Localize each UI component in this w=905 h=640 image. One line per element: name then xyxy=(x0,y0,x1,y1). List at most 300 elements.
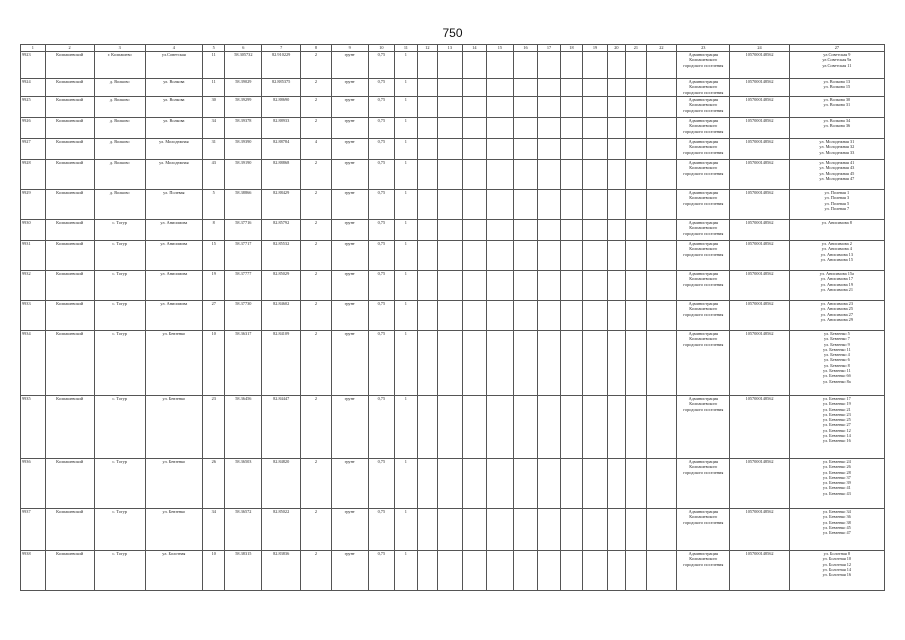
addresses-line: ул. Бевзенко 47 xyxy=(822,530,851,536)
cell-empty xyxy=(417,79,437,97)
cell-empty xyxy=(462,396,487,459)
cell-lon: 82.84447 xyxy=(262,396,301,459)
cell-empty xyxy=(487,118,514,139)
cell-empty xyxy=(538,301,560,331)
cell-lon: 82.85022 xyxy=(262,509,301,551)
owner-line: Администрация xyxy=(688,190,718,195)
cell-locality: с. Тогур xyxy=(94,459,145,509)
addresses-line: ул. Бевзенко 43 xyxy=(822,490,851,496)
owner-line: Администрация xyxy=(688,220,718,225)
cell-empty xyxy=(607,220,625,241)
owner-line: городского поселения xyxy=(683,341,724,347)
cell-house: 23 xyxy=(202,396,224,459)
cell-owner xyxy=(677,52,730,79)
cell-addresses xyxy=(789,331,884,396)
cell-lat: 58.36317 xyxy=(225,331,262,396)
cell-surface: грунт xyxy=(331,396,368,459)
owner-line: Колпашевского xyxy=(689,144,718,150)
cell-empty xyxy=(417,220,437,241)
cell-empty xyxy=(560,79,582,97)
cell-empty xyxy=(646,459,677,509)
cell-street: ул. Болотная xyxy=(145,551,202,591)
cell-street: ул.Советская xyxy=(145,52,202,79)
cell-street: ул. Анисимова xyxy=(145,241,202,271)
cell-lon: 82.83836 xyxy=(262,551,301,591)
cell-empty xyxy=(626,139,646,160)
cell-street: ул. Молодежная xyxy=(145,160,202,190)
cell-empty xyxy=(538,118,560,139)
column-header: 22 xyxy=(646,45,677,52)
cell-district: Колпашевский xyxy=(45,97,94,118)
cell-empty xyxy=(607,97,625,118)
table-row xyxy=(21,139,885,160)
cell-empty xyxy=(438,551,463,591)
addresses-line: ул. Бевзенко 45 xyxy=(822,524,851,530)
addresses-line: ул. Молодежная 47 xyxy=(819,175,855,181)
cell-count: 2 xyxy=(301,79,332,97)
cell-district: Колпашевский xyxy=(45,241,94,271)
cell-empty xyxy=(462,160,487,190)
owner-line: Колпашевского xyxy=(689,464,718,470)
cell-street: ул. Бевзенко xyxy=(145,509,202,551)
cell-locality: д. Волково xyxy=(94,160,145,190)
cell-empty xyxy=(462,301,487,331)
cell-inn: 1057000148562 xyxy=(730,52,789,79)
cell-empty xyxy=(438,509,463,551)
cell-locality: с. Тогур xyxy=(94,220,145,241)
column-header: 23 xyxy=(677,45,730,52)
cell-lon: 82.85029 xyxy=(262,271,301,301)
cell-empty xyxy=(462,190,487,220)
addresses-line: ул. Полевая 7 xyxy=(824,205,850,211)
cell-count: 2 xyxy=(301,118,332,139)
cell-empty xyxy=(626,396,646,459)
cell-lat: 58.39029 xyxy=(225,79,262,97)
cell-lat: 58.39390 xyxy=(225,139,262,160)
owner-line: Колпашевского xyxy=(689,276,718,282)
cell-num: 1 xyxy=(395,97,417,118)
cell-empty xyxy=(583,52,608,79)
owner-line: Колпашевского xyxy=(689,336,718,342)
cell-street: ул. Полевая xyxy=(145,190,202,220)
column-header: 11 xyxy=(395,45,417,52)
cell-district: Колпашевский xyxy=(45,139,94,160)
cell-lat: 58.39378 xyxy=(225,118,262,139)
owner-line: городского поселения xyxy=(683,62,724,68)
cell-street: ул. Бевзенко xyxy=(145,459,202,509)
cell-volume: 0,75 xyxy=(368,97,395,118)
cell-empty xyxy=(487,459,514,509)
owner-line: Администрация xyxy=(688,139,718,144)
cell-locality: с. Тогур xyxy=(94,509,145,551)
cell-inn: 1057000148562 xyxy=(730,241,789,271)
column-header: 19 xyxy=(583,45,608,52)
addresses-line: ул. Бевзенко 11 xyxy=(822,368,851,374)
cell-volume: 0,75 xyxy=(368,459,395,509)
addresses-line: ул. Бевзенко 8 xyxy=(823,362,850,368)
addresses-line: ул. Анисимова 29 xyxy=(820,316,853,322)
cell-district: Колпашевский xyxy=(45,459,94,509)
cell-num: 1 xyxy=(395,551,417,591)
owner-line: Администрация xyxy=(688,97,718,102)
addresses-line: ул. Анисимова 25 xyxy=(820,306,853,312)
cell-empty xyxy=(417,459,437,509)
cell-addresses xyxy=(789,79,884,97)
cell-inn: 1057000148562 xyxy=(730,271,789,301)
cell-id: 9929 xyxy=(21,190,46,220)
column-header: 21 xyxy=(626,45,646,52)
addresses-line: ул. Анисимова 2 xyxy=(821,241,852,246)
owner-line: городского поселения xyxy=(683,170,724,176)
cell-empty xyxy=(417,160,437,190)
cell-id: 9931 xyxy=(21,241,46,271)
addresses-line: ул. Бевзенко 23 xyxy=(822,411,851,417)
cell-house: 27 xyxy=(202,301,224,331)
cell-addresses xyxy=(789,190,884,220)
cell-empty xyxy=(646,79,677,97)
cell-district: Колпашевский xyxy=(45,160,94,190)
column-header: 20 xyxy=(607,45,625,52)
cell-empty xyxy=(513,97,538,118)
cell-count: 2 xyxy=(301,396,332,459)
cell-surface: грунт xyxy=(331,459,368,509)
owner-line: городского поселения xyxy=(683,469,724,475)
cell-locality: д. Волково xyxy=(94,190,145,220)
cell-empty xyxy=(560,241,582,271)
owner-line: городского поселения xyxy=(683,230,724,236)
addresses-line: ул. Бевзенко 14 xyxy=(822,433,851,439)
cell-house: 15 xyxy=(202,241,224,271)
cell-empty xyxy=(487,271,514,301)
cell-empty xyxy=(438,241,463,271)
cell-inn: 1057000148562 xyxy=(730,220,789,241)
cell-volume: 0,75 xyxy=(368,190,395,220)
cell-num: 1 xyxy=(395,190,417,220)
cell-surface: грунт xyxy=(331,52,368,79)
column-header: 15 xyxy=(487,45,514,52)
cell-addresses xyxy=(789,509,884,551)
cell-street: ул. Бевзенко xyxy=(145,396,202,459)
owner-line: городского поселения xyxy=(683,128,724,134)
table-row xyxy=(21,551,885,591)
cell-id: 9926 xyxy=(21,118,46,139)
column-header: 27 xyxy=(789,45,884,52)
cell-empty xyxy=(560,331,582,396)
cell-empty xyxy=(646,220,677,241)
cell-volume: 0,75 xyxy=(368,139,395,160)
addresses-line: ул. Волкова 36 xyxy=(823,123,851,129)
cell-lat: 58.37717 xyxy=(225,241,262,271)
cell-id: 9938 xyxy=(21,551,46,591)
cell-count: 2 xyxy=(301,190,332,220)
addresses-line: ул. Бевзенко 41 xyxy=(822,485,851,491)
addresses-line: ул.Советская 9 xyxy=(823,52,851,57)
cell-empty xyxy=(462,271,487,301)
cell-id: 9930 xyxy=(21,220,46,241)
column-header: 4 xyxy=(145,45,202,52)
cell-empty xyxy=(583,301,608,331)
column-header: 18 xyxy=(560,45,582,52)
cell-street: ул. Волкова xyxy=(145,118,202,139)
cell-empty xyxy=(560,551,582,591)
header-row xyxy=(21,45,885,52)
cell-locality: с. Тогур xyxy=(94,331,145,396)
cell-lon: 82.88429 xyxy=(262,190,301,220)
addresses-line: ул. Бевзенко 21 xyxy=(822,406,851,412)
owner-line: Колпашевского xyxy=(689,246,718,252)
cell-num: 1 xyxy=(395,331,417,396)
cell-inn: 1057000148562 xyxy=(730,97,789,118)
owner-line: городского поселения xyxy=(683,251,724,257)
cell-empty xyxy=(583,459,608,509)
owner-line: Колпашевского xyxy=(689,57,718,63)
cell-surface: грунт xyxy=(331,160,368,190)
cell-empty xyxy=(513,509,538,551)
owner-line: Администрация xyxy=(688,118,718,123)
cell-inn: 1057000148562 xyxy=(730,139,789,160)
addresses-line: ул. Бевзенко 16 xyxy=(822,438,851,444)
cell-empty xyxy=(646,118,677,139)
owner-line: городского поселения xyxy=(683,561,724,567)
cell-empty xyxy=(583,97,608,118)
cell-id: 9928 xyxy=(21,160,46,190)
cell-house: 34 xyxy=(202,118,224,139)
cell-empty xyxy=(560,271,582,301)
addresses-line: ул. Бевзенко 11 xyxy=(822,346,851,352)
cell-empty xyxy=(538,271,560,301)
owner-line: Администрация xyxy=(688,271,718,276)
cell-empty xyxy=(607,118,625,139)
cell-empty xyxy=(583,331,608,396)
cell-lon: 82.84602 xyxy=(262,301,301,331)
cell-num: 1 xyxy=(395,301,417,331)
cell-count: 2 xyxy=(301,97,332,118)
cell-lat: 58.36456 xyxy=(225,396,262,459)
owner-line: Колпашевского xyxy=(689,84,718,90)
cell-house: 19 xyxy=(202,271,224,301)
cell-lon: 82.88868 xyxy=(262,160,301,190)
cell-volume: 0,75 xyxy=(368,509,395,551)
owner-line: Администрация xyxy=(688,551,718,556)
cell-empty xyxy=(626,241,646,271)
cell-empty xyxy=(583,551,608,591)
cell-empty xyxy=(607,331,625,396)
cell-locality: с. Тогур xyxy=(94,271,145,301)
cell-lon: 82.88690 xyxy=(262,97,301,118)
cell-surface: грунт xyxy=(331,97,368,118)
cell-district: Колпашевский xyxy=(45,220,94,241)
table-row xyxy=(21,459,885,509)
cell-id: 9923 xyxy=(21,52,46,79)
cell-inn: 1057000148562 xyxy=(730,190,789,220)
owner-line: городского поселения xyxy=(683,406,724,412)
cell-empty xyxy=(607,139,625,160)
cell-empty xyxy=(538,139,560,160)
cell-empty xyxy=(538,52,560,79)
column-header: 10 xyxy=(368,45,395,52)
cell-volume: 0,75 xyxy=(368,79,395,97)
cell-num: 1 xyxy=(395,396,417,459)
cell-empty xyxy=(583,241,608,271)
cell-empty xyxy=(646,301,677,331)
cell-house: 8 xyxy=(202,220,224,241)
owner-line: Колпашевского xyxy=(689,225,718,231)
cell-empty xyxy=(538,160,560,190)
cell-empty xyxy=(487,241,514,271)
cell-district: Колпашевский xyxy=(45,118,94,139)
addresses-line: ул. Анисимова 8 xyxy=(821,220,852,225)
cell-volume: 0,75 xyxy=(368,160,395,190)
owner-line: Колпашевского xyxy=(689,514,718,520)
owner-line: городского поселения xyxy=(683,519,724,525)
cell-empty xyxy=(513,118,538,139)
addresses-line: ул. Полевая 1 xyxy=(824,190,850,195)
cell-empty xyxy=(462,459,487,509)
cell-locality: с. Тогур xyxy=(94,396,145,459)
cell-empty xyxy=(646,509,677,551)
cell-empty xyxy=(513,160,538,190)
cell-district: Колпашевский xyxy=(45,509,94,551)
cell-addresses xyxy=(789,301,884,331)
cell-empty xyxy=(417,97,437,118)
cell-empty xyxy=(607,459,625,509)
cell-empty xyxy=(487,551,514,591)
cell-locality: д. Волково xyxy=(94,79,145,97)
cell-lat: 58.36503 xyxy=(225,459,262,509)
cell-empty xyxy=(538,551,560,591)
cell-empty xyxy=(462,118,487,139)
cell-addresses xyxy=(789,139,884,160)
cell-empty xyxy=(607,190,625,220)
cell-empty xyxy=(487,97,514,118)
cell-empty xyxy=(626,118,646,139)
cell-addresses xyxy=(789,271,884,301)
addresses-line: ул. Молодежная 45 xyxy=(819,170,855,176)
addresses-line: ул. Бевзенко 5 xyxy=(823,331,850,336)
cell-empty xyxy=(438,220,463,241)
cell-empty xyxy=(538,509,560,551)
cell-id: 9924 xyxy=(21,79,46,97)
cell-house: 31 xyxy=(202,139,224,160)
cell-addresses xyxy=(789,241,884,271)
cell-addresses xyxy=(789,551,884,591)
cell-addresses xyxy=(789,52,884,79)
addresses-line: ул. Бевзенко 28 xyxy=(822,469,851,475)
cell-house: 11 xyxy=(202,79,224,97)
cell-empty xyxy=(438,79,463,97)
cell-owner xyxy=(677,220,730,241)
addresses-line: ул. Болотная 10 xyxy=(822,556,852,562)
cell-empty xyxy=(626,551,646,591)
cell-addresses xyxy=(789,220,884,241)
cell-empty xyxy=(646,241,677,271)
cell-empty xyxy=(646,160,677,190)
cell-locality: д. Волково xyxy=(94,118,145,139)
cell-district: Колпашевский xyxy=(45,301,94,331)
cell-empty xyxy=(513,52,538,79)
cell-addresses xyxy=(789,160,884,190)
cell-empty xyxy=(607,509,625,551)
cell-empty xyxy=(607,79,625,97)
cell-owner xyxy=(677,509,730,551)
cell-lat: 58.37730 xyxy=(225,301,262,331)
cell-empty xyxy=(513,396,538,459)
cell-empty xyxy=(646,97,677,118)
addresses-line: ул. Болотная 8 xyxy=(823,551,851,556)
owner-line: городского поселения xyxy=(683,200,724,206)
cell-lon: 82.85532 xyxy=(262,241,301,271)
owner-line: городского поселения xyxy=(683,281,724,287)
addresses-line: ул. Полевая 5 xyxy=(824,200,850,206)
cell-lon: 82.88933 xyxy=(262,118,301,139)
cell-empty xyxy=(438,52,463,79)
cell-owner xyxy=(677,79,730,97)
addresses-line: ул. Волкова 13 xyxy=(823,79,851,84)
cell-empty xyxy=(607,241,625,271)
cell-district: Колпашевский xyxy=(45,396,94,459)
addresses-line: ул. Бевзенко 37 xyxy=(822,474,851,480)
cell-count: 2 xyxy=(301,160,332,190)
cell-empty xyxy=(513,271,538,301)
cell-empty xyxy=(607,271,625,301)
cell-id: 9935 xyxy=(21,396,46,459)
column-header: 12 xyxy=(417,45,437,52)
cell-empty xyxy=(487,190,514,220)
cell-empty xyxy=(417,331,437,396)
owner-line: Администрация xyxy=(688,160,718,165)
owner-line: Колпашевского xyxy=(689,123,718,129)
table-row xyxy=(21,52,885,79)
cell-surface: грунт xyxy=(331,241,368,271)
addresses-line: ул. Бевзенко 27 xyxy=(822,422,851,428)
cell-count: 2 xyxy=(301,220,332,241)
cell-empty xyxy=(583,220,608,241)
cell-id: 9925 xyxy=(21,97,46,118)
cell-num: 1 xyxy=(395,79,417,97)
table-row xyxy=(21,331,885,396)
addresses-line: ул.Советская 9а xyxy=(822,57,852,63)
owner-line: Администрация xyxy=(688,79,718,84)
cell-empty xyxy=(646,396,677,459)
addresses-line: ул. Бевзенко 19 xyxy=(822,401,851,407)
table-row xyxy=(21,118,885,139)
owner-line: городского поселения xyxy=(683,107,724,113)
cell-locality: г. Колпашево xyxy=(94,52,145,79)
cell-empty xyxy=(487,331,514,396)
cell-id: 9932 xyxy=(21,271,46,301)
cell-empty xyxy=(560,160,582,190)
cell-empty xyxy=(626,190,646,220)
cell-house: 26 xyxy=(202,459,224,509)
cell-num: 1 xyxy=(395,118,417,139)
column-header: 5 xyxy=(202,45,224,52)
cell-empty xyxy=(462,551,487,591)
addresses-line: ул. Болотная 16 xyxy=(822,572,852,578)
owner-line: Колпашевского xyxy=(689,102,718,108)
cell-empty xyxy=(462,52,487,79)
cell-surface: грунт xyxy=(331,301,368,331)
table-row xyxy=(21,271,885,301)
cell-num: 1 xyxy=(395,160,417,190)
cell-inn: 1057000148562 xyxy=(730,79,789,97)
cell-lat: 58.38866 xyxy=(225,190,262,220)
cell-empty xyxy=(513,301,538,331)
cell-addresses xyxy=(789,396,884,459)
cell-empty xyxy=(583,396,608,459)
cell-lat: 58.305732 xyxy=(225,52,262,79)
cell-street: ул. Молодежная xyxy=(145,139,202,160)
owner-line: городского поселения xyxy=(683,89,724,95)
